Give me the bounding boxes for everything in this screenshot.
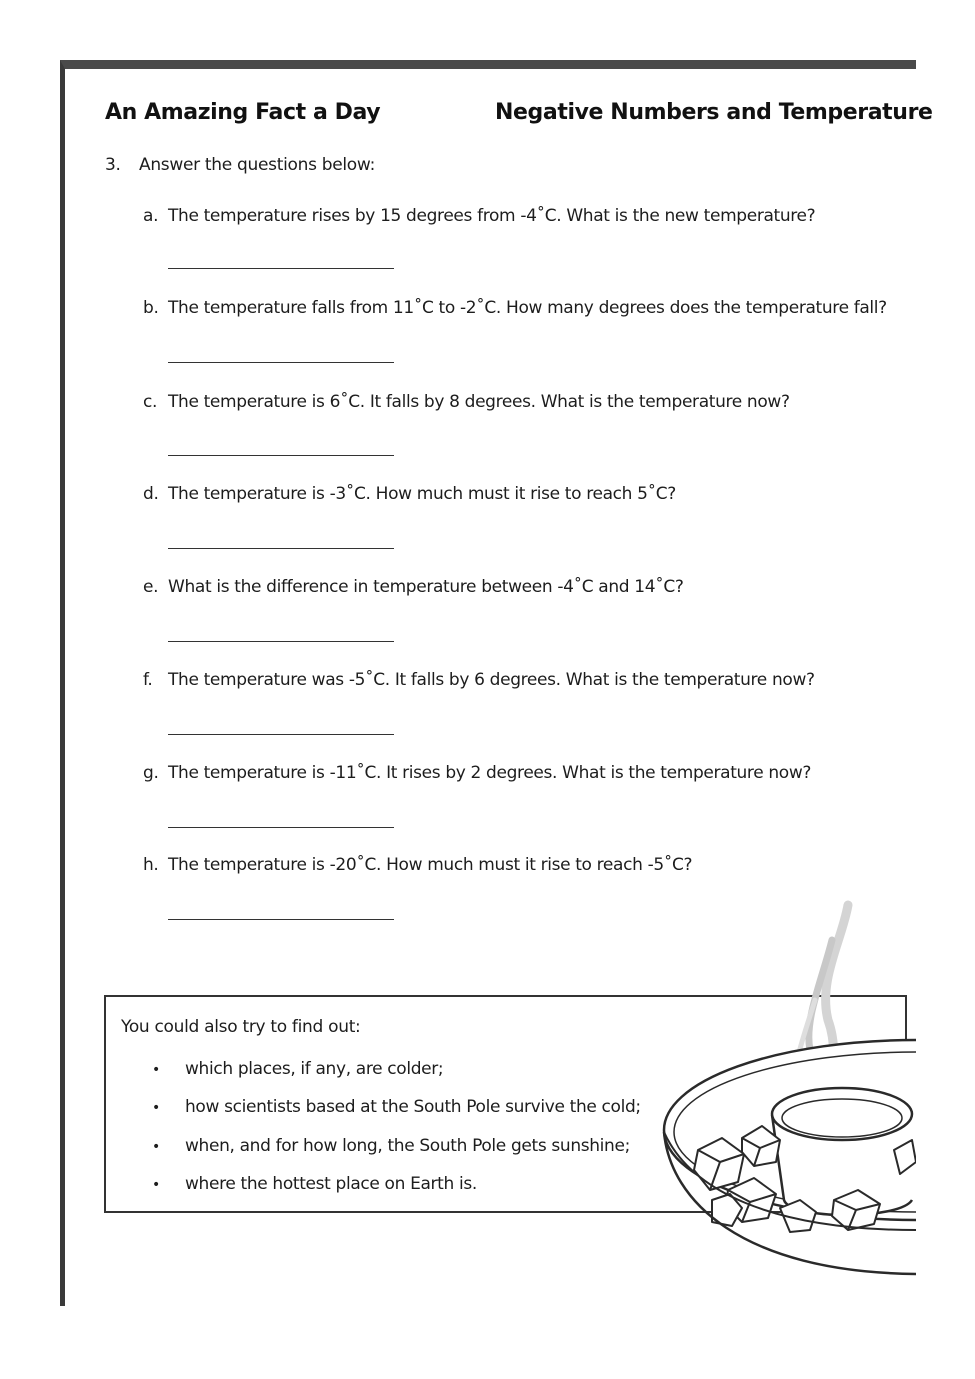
info-item-text: when, and for how long, the South Pole gets sunshine; <box>185 1136 630 1156</box>
question-text: The temperature rises by 15 degrees from -4˚C. What is the new temperature? <box>168 206 816 226</box>
info-item-text: which places, if any, are colder; <box>185 1059 444 1079</box>
info-list-item <box>152 1136 630 1156</box>
info-list-item <box>152 1059 443 1079</box>
info-list-item <box>152 1097 641 1117</box>
hot-drink-in-ice-bowl-icon <box>650 900 916 1280</box>
info-item-text: where the hottest place on Earth is. <box>185 1174 477 1194</box>
bullet: • <box>152 1139 160 1155</box>
answer-line-c[interactable] <box>168 455 394 456</box>
answer-line-b[interactable] <box>168 362 394 363</box>
info-item-text: how scientists based at the South Pole survive the cold; <box>185 1097 641 1117</box>
question-letter: c. <box>143 392 158 412</box>
info-box-title: You could also try to find out: <box>121 1017 361 1037</box>
question-text: The temperature is 6˚C. It falls by 8 degrees. What is the temperature now? <box>168 392 790 412</box>
question-letter: g. <box>143 763 159 783</box>
instruction-number: 3. <box>105 155 121 175</box>
question-text: The temperature is -20˚C. How much must it rise to reach -5˚C? <box>168 855 693 875</box>
bullet: • <box>152 1062 160 1078</box>
question-e <box>143 577 684 597</box>
question-c <box>143 392 790 412</box>
question-a <box>143 206 815 226</box>
answer-line-h[interactable] <box>168 919 394 920</box>
question-text: The temperature falls from 11˚C to -2˚C. How many degrees does the temperature fall? <box>168 298 887 318</box>
bullet: • <box>152 1100 160 1116</box>
question-text: The temperature is -3˚C. How much must it rise to reach 5˚C? <box>168 484 676 504</box>
question-letter: b. <box>143 298 159 318</box>
answer-line-f[interactable] <box>168 734 394 735</box>
question-f <box>143 670 815 690</box>
instruction-text: Answer the questions below: <box>139 155 376 175</box>
question-letter: f. <box>143 670 153 690</box>
question-g <box>143 763 811 783</box>
question-h <box>143 855 692 875</box>
question-text: The temperature is -11˚C. It rises by 2 degrees. What is the temperature now? <box>168 763 812 783</box>
header-title-right: Negative Numbers and Temperature <box>495 100 933 125</box>
question-b <box>143 298 887 318</box>
question-text: What is the difference in temperature between -4˚C and 14˚C? <box>168 577 684 597</box>
question-letter: d. <box>143 484 159 504</box>
header-title-left: An Amazing Fact a Day <box>105 100 381 125</box>
bullet: • <box>152 1177 160 1193</box>
question-text: The temperature was -5˚C. It falls by 6 degrees. What is the temperature now? <box>168 670 815 690</box>
info-list-item <box>152 1174 477 1194</box>
answer-line-e[interactable] <box>168 641 394 642</box>
question-letter: e. <box>143 577 159 597</box>
instruction <box>105 155 375 175</box>
answer-line-a[interactable] <box>168 268 394 269</box>
question-d <box>143 484 676 504</box>
question-letter: h. <box>143 855 159 875</box>
answer-line-g[interactable] <box>168 827 394 828</box>
answer-line-d[interactable] <box>168 548 394 549</box>
question-letter: a. <box>143 206 159 226</box>
